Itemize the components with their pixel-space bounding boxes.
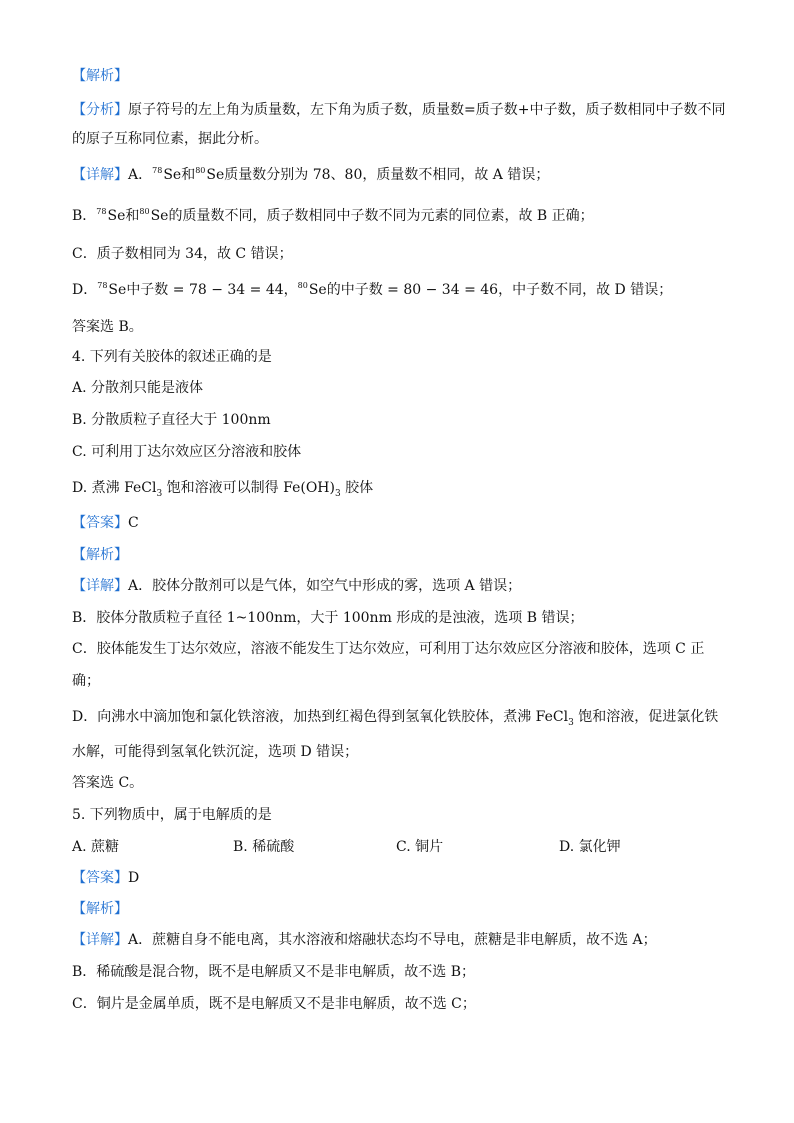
detail-text: 的中子数 = 80 − 34 = 46，中子数不同，故 D 错误；	[326, 282, 673, 298]
question-5-stem: 5. 下列物质中，属于电解质的是	[72, 807, 272, 823]
mass-number: 78	[97, 281, 108, 290]
question-4-detail-c1: C．胶体能发生丁达尔效应，溶液不能发生丁达尔效应，可利用丁达尔效应区分溶液和胶体，选项 C 正	[72, 641, 705, 657]
mass-number: 80	[195, 166, 206, 175]
element-symbol: Se	[308, 282, 327, 298]
question-4-option-c: C. 可利用丁达尔效应区分溶液和胶体	[72, 444, 302, 460]
element-symbol: Se	[206, 167, 225, 183]
option-label: A．	[128, 167, 153, 183]
question-5-option-b: B. 稀硫酸	[233, 839, 295, 855]
answer-statement-3: 答案选 B。	[72, 319, 143, 335]
detail-text: 的质量数不同，质子数相同中子数不同为元素的同位素，故 B 正确；	[168, 208, 594, 224]
question-4-analysis-heading: 【解析】	[72, 547, 128, 563]
question-5-answer	[72, 868, 139, 888]
question-4-option-a: A. 分散剂只能是液体	[72, 380, 204, 396]
option-text: 饱和溶液可以制得 Fe(OH)	[162, 480, 335, 496]
question-5-option-a: A. 蔗糖	[72, 839, 120, 855]
mass-number: 80	[297, 281, 308, 290]
subscript: 3	[334, 489, 341, 499]
mass-number: 80	[139, 207, 150, 216]
answer-statement-4: 答案选 C。	[72, 775, 144, 791]
element-symbol: Se	[108, 282, 127, 298]
mass-number: 78	[96, 207, 107, 216]
detail-text: D．向沸水中滴加饱和氯化铁溶液，加热到红褐色得到氢氧化铁胶体，煮沸 FeCl	[72, 709, 569, 725]
option-text: 胶体	[340, 480, 374, 496]
detail-text: A．蔗糖自身不能电离，其水溶液和熔融状态均不导电，蔗糖是非电解质，故不选 A；	[128, 932, 657, 948]
option-text: D. 煮沸 FeCl	[72, 480, 157, 496]
question-5-detail-c: C．铜片是金属单质，既不是电解质又不是非电解质，故不选 C；	[72, 996, 476, 1012]
fenxi-text-2: 的原子互称同位素，据此分析。	[72, 131, 268, 147]
answer-value: C	[128, 515, 139, 531]
question-4-stem: 4. 下列有关胶体的叙述正确的是	[72, 349, 272, 365]
detail-line-b	[72, 206, 594, 228]
mass-number: 78	[152, 166, 163, 175]
question-4-detail-b: B．胶体分散质粒子直径 1~100nm，大于 100nm 形成的是浊液，选项 B 错误；	[72, 610, 584, 626]
question-4-detail-a	[72, 576, 521, 596]
subscript: 3	[568, 718, 574, 728]
question-4-option-d	[72, 478, 373, 500]
xiangjie-tag: 【详解】	[72, 932, 128, 948]
answer-tag: 【答案】	[72, 870, 128, 886]
element-symbol: Se	[163, 167, 182, 183]
question-5-analysis-heading: 【解析】	[72, 901, 128, 917]
question-4-answer	[72, 513, 139, 533]
xiangjie-tag: 【详解】	[72, 578, 128, 594]
question-4-detail-d2: 水解，可能得到氢氧化铁沉淀，选项 D 错误；	[72, 744, 359, 760]
question-5-detail-b: B．稀硫酸是混合物，既不是电解质又不是非电解质，故不选 B；	[72, 964, 476, 980]
answer-value: D	[128, 870, 140, 886]
connector-text: 和	[181, 167, 196, 183]
detail-text: 中子数 = 78 − 34 = 44，	[126, 282, 298, 298]
fenxi-tag: 【分析】	[72, 102, 128, 118]
element-symbol: Se	[150, 208, 169, 224]
option-label: B．	[72, 208, 97, 224]
analysis-line-1	[72, 100, 725, 120]
question-5-option-d: D. 氯化钾	[559, 839, 621, 855]
xiangjie-tag: 【详解】	[72, 167, 128, 183]
question-4-detail-c2: 确；	[72, 673, 100, 689]
detail-text: 质量数分别为 78、80，质量数不相同，故 A 错误；	[224, 167, 550, 183]
detail-text: A．胶体分散剂可以是气体，如空气中形成的雾，选项 A 错误；	[128, 578, 522, 594]
detail-line-c: C．质子数相同为 34，故 C 错误；	[72, 246, 293, 262]
detail-text: 饱和溶液，促进氯化铁	[573, 709, 719, 725]
subscript: 3	[156, 489, 163, 499]
question-4-detail-d1	[72, 707, 718, 729]
fenxi-text-1: 原子符号的左上角为质量数，左下角为质子数，质量数=质子数+中子数，质子数相同中子数不同	[128, 102, 726, 118]
question-5-detail-a	[72, 930, 657, 950]
option-label: D．	[72, 282, 98, 298]
answer-tag: 【答案】	[72, 515, 128, 531]
question-5-option-c: C. 铜片	[396, 839, 444, 855]
question-4-option-b: B. 分散质粒子直径大于 100nm	[72, 412, 271, 428]
element-symbol: Se	[107, 208, 126, 224]
detail-line-d	[72, 280, 672, 302]
detail-line-a	[72, 165, 549, 187]
analysis-heading: 【解析】	[72, 68, 128, 84]
connector-text: 和	[125, 208, 140, 224]
